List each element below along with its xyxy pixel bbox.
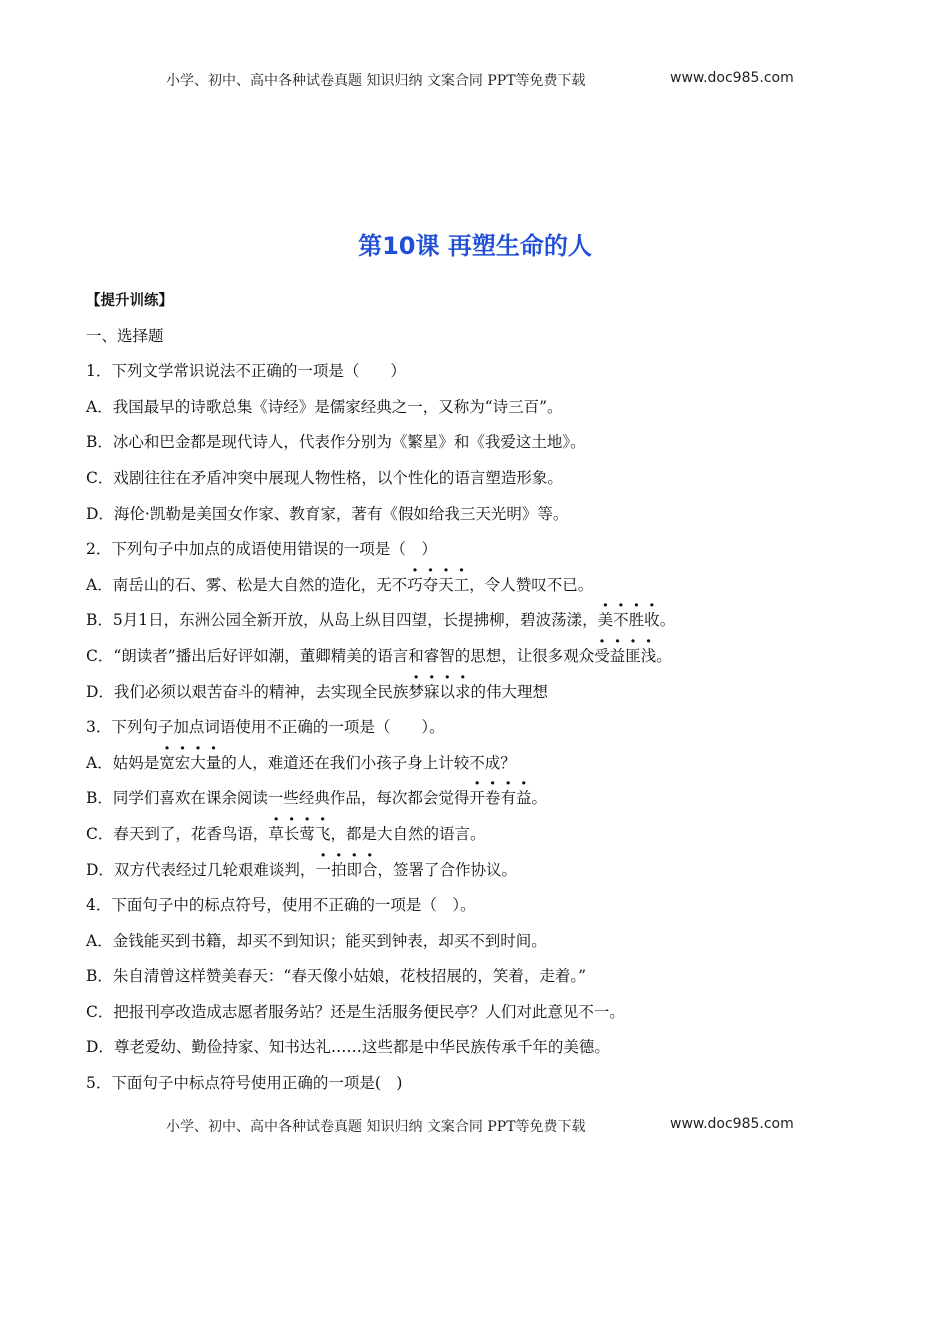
page-header: [0, 68, 950, 92]
q3-option-c: [86, 822, 866, 858]
q2-stem: 2．下列句子中加点的成语使用错误的一项是（ ）: [86, 540, 437, 559]
q4-stem: 4．下面句子中的标点符号，使用不正确的一项是（ ）。: [86, 896, 476, 915]
q4-option-b: B．朱自清曾这样赞美春天：“春天像小姑娘，花枝招展的，笑着，走着。”: [86, 967, 586, 986]
footer-site: www.doc985.com: [670, 1116, 794, 1132]
footer-text: 小学、初中、高中各种试卷真题 知识归纳 文案合同 PPT等免费下载: [166, 1119, 586, 1135]
dotted-char: 以: [439, 682, 455, 701]
q1-stem: 1．下列文学常识说法不正确的一项是（ ）: [86, 362, 406, 381]
dotted-char: 匪: [625, 646, 641, 665]
dotted-char: 宽: [159, 753, 175, 772]
dotted-char: 卷: [484, 789, 501, 808]
q1-option-a: A．我国最早的诗歌总集《诗经》是儒家经典之一，又称为“诗三百”。: [86, 397, 563, 416]
dotted-char: 一: [315, 860, 331, 879]
dotted-char: 梦: [408, 682, 424, 701]
q2-option-d: [86, 680, 866, 716]
dotted-char: 有: [500, 789, 516, 808]
q2-d-pre: D．我们必须以艰苦奋斗的精神，去实现全民族: [86, 682, 409, 701]
dotted-char: 不: [613, 611, 629, 630]
header-text: 小学、初中、高中各种试卷真题 知识归纳 文案合同 PPT等免费下载: [166, 73, 586, 89]
page-footer: [0, 1114, 950, 1138]
q3-d-pre: D．双方代表经过几轮艰难谈判，: [86, 860, 316, 879]
dotted-char: 美: [597, 611, 614, 630]
dotted-char: 寐: [423, 682, 440, 701]
dotted-char: 益: [609, 646, 626, 665]
part-label: 一、选择题: [86, 326, 164, 345]
section-label: 【提升训练】: [86, 293, 173, 309]
q4-option-a: A．金钱能买到书籍，却买不到知识；能买到钟表，却买不到时间。: [86, 931, 547, 950]
dotted-char: 长: [283, 824, 300, 843]
q1-option-b: B．冰心和巴金都是现代诗人，代表作分别为《繁星》和《我爱这土地》。: [86, 433, 586, 452]
q2-option-c: [86, 644, 866, 680]
dotted-char: 拍: [330, 860, 347, 879]
q3-option-d: [86, 858, 866, 894]
q2-a-post: ，令人赞叹不已。: [469, 575, 594, 594]
dotted-char: 莺: [299, 824, 315, 843]
dotted-char: 夺: [422, 575, 439, 594]
dotted-char: 草: [268, 824, 284, 843]
q4-option-c: C．把报刊亭改造成志愿者服务站？还是生活服务便民亭？人们对此意见不一。: [86, 1002, 625, 1021]
q1-option-c: C．戏剧往往在矛盾冲突中展现人物性格，以个性化的语言塑造形象。: [86, 468, 563, 487]
dotted-char: 量: [205, 753, 222, 772]
dotted-char: 天: [438, 575, 454, 594]
dotted-char: 工: [453, 575, 470, 594]
dotted-char: 受: [594, 646, 610, 665]
q3-d-post: ，签署了合作协议。: [377, 860, 518, 879]
dotted-char: 浅: [640, 646, 657, 665]
q3-c-post: ，都是大自然的语言。: [330, 824, 486, 843]
lesson-title: 第10课 再塑生命的人: [358, 232, 592, 260]
q3-a-post: 的人，难道还在我们小孩子身上计较不成？: [221, 753, 516, 772]
q2-option-a: [86, 573, 866, 609]
exercise-content: [86, 288, 866, 1107]
dotted-char: 飞: [314, 824, 331, 843]
q3-b-post: 。: [531, 789, 547, 808]
dotted-char: 宏: [174, 753, 191, 772]
dotted-char: 巧: [407, 575, 423, 594]
q1-option-d: D．海伦·凯勒是美国女作家、教育家，著有《假如给我三天光明》等。: [86, 504, 569, 523]
q5-stem: 5．下面句子中标点符号使用正确的一项是( ): [86, 1074, 403, 1093]
dotted-char: 大: [190, 753, 206, 772]
q2-a-pre: A．南岳山的石、雾、松是大自然的造化，无不: [86, 575, 408, 594]
q2-b-pre: B．5月1日，东洲公园全新开放，从岛上纵目四望，长提拂柳，碧波荡漾，: [86, 611, 598, 630]
q2-d-post: 的伟大理想: [470, 682, 549, 701]
q3-a-pre: A．姑妈是: [86, 753, 160, 772]
dotted-char: 即: [346, 860, 362, 879]
dotted-char: 合: [361, 860, 378, 879]
q3-c-pre: C．春天到了，花香鸟语，: [86, 824, 269, 843]
q2-c-post: 。: [656, 646, 672, 665]
dotted-char: 开: [469, 789, 485, 808]
dotted-char: 收: [644, 611, 660, 630]
dotted-char: 求: [454, 682, 471, 701]
q3-b-pre: B．同学们喜欢在课余阅读一些经典作品，每次都会觉得: [86, 789, 470, 808]
q2-b-post: 。: [659, 611, 676, 630]
q2-c-pre: C．“朗读者”播出后好评如潮，董卿精美的语言和睿智的思想，让很多观众: [86, 646, 595, 665]
q4-option-d: D．尊老爱幼、勤俭持家、知书达礼……这些都是中华民族传承千年的美德。: [86, 1038, 610, 1057]
q2-option-b: [86, 608, 866, 644]
q3-stem: 3．下列句子加点词语使用不正确的一项是（ ）。: [86, 718, 445, 737]
dotted-char: 益: [515, 789, 532, 808]
header-site: www.doc985.com: [670, 70, 794, 86]
q3-option-b: [86, 786, 866, 822]
dotted-char: 胜: [628, 611, 645, 630]
